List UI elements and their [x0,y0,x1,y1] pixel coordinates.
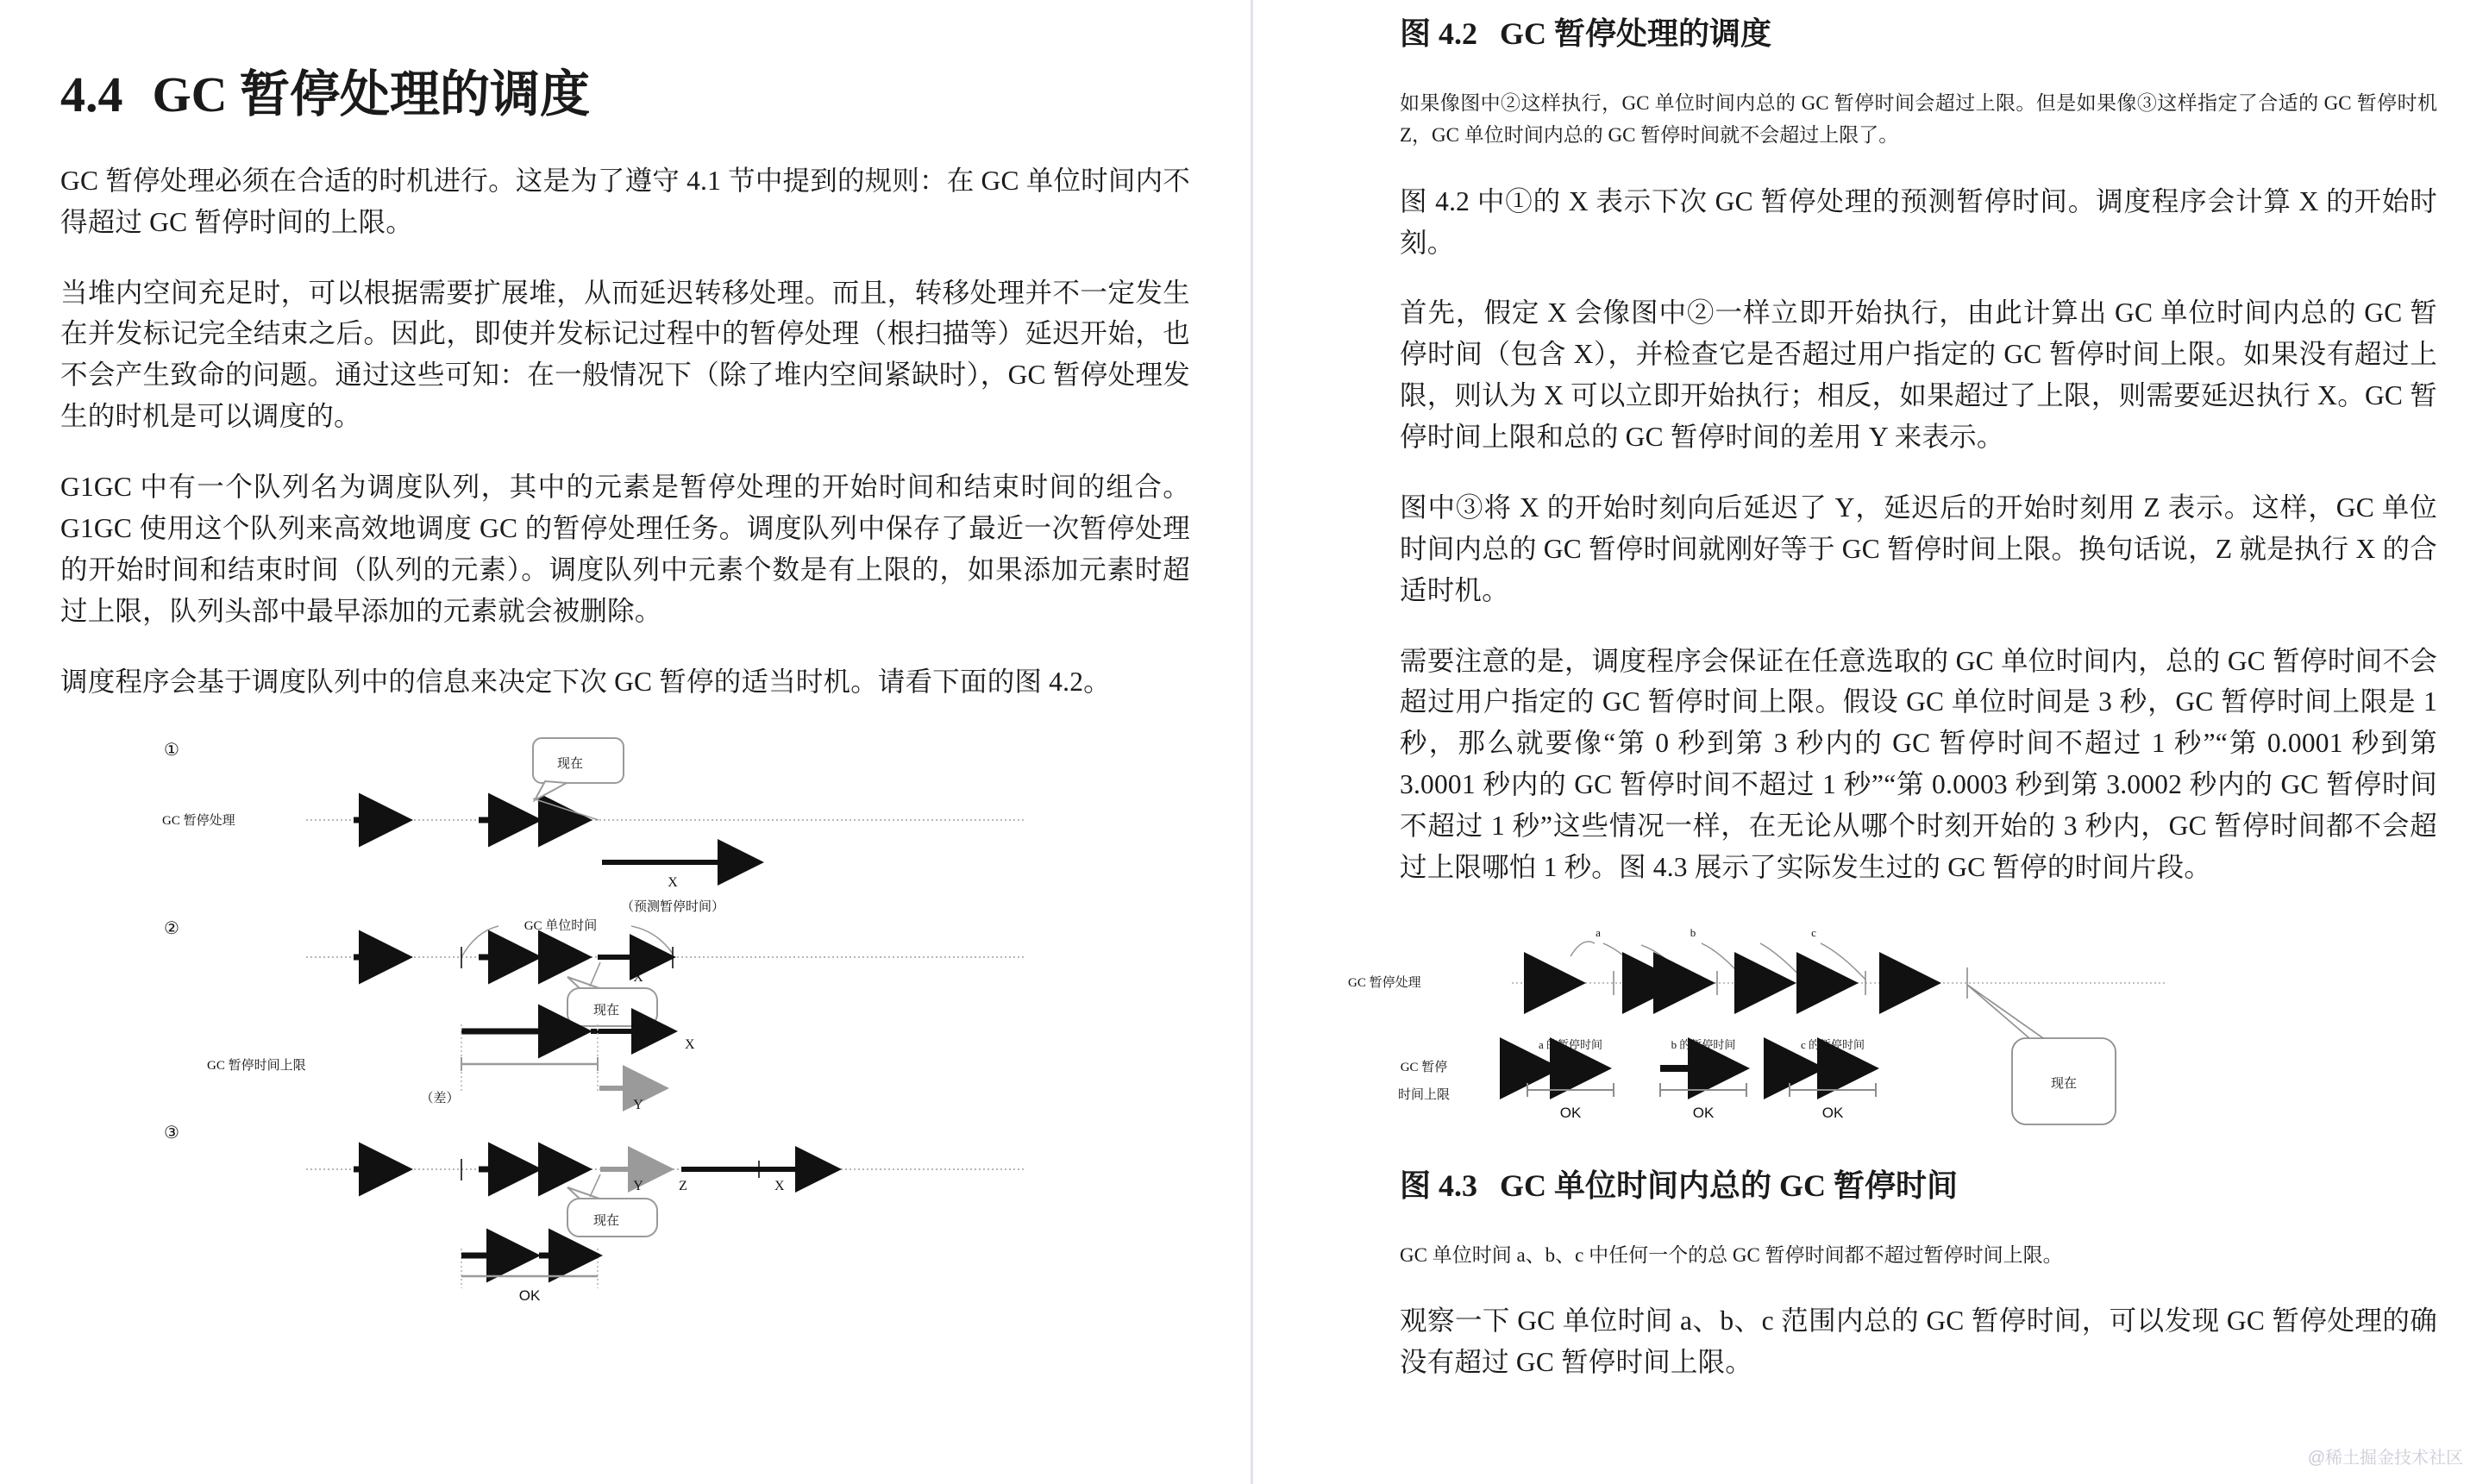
figure-span-marker-a: a [1596,925,1601,939]
figure-4-3-limit-label-2: 时间上限 [1397,1087,1451,1102]
paragraph: 观察一下 GC 单位时间 a、b、c 范围内总的 GC 暂停时间，可以发现 GC 暂停处理的确没有超过 GC 暂停时间上限。 [1400,1306,2437,1378]
figure-var-y: Y [633,1098,643,1113]
figure-span-marker-c: c [1811,925,1816,939]
paragraph: 首先，假定 X 会像图中②一样立即开始执行，由此计算出 GC 单位时间内总的 GC 暂停时间（包含 X），并检查它是否超过用户指定的 GC 暂停时间上限。如果没有超过上限，则认为 X 可以立即开始执行；相反，如果超过了上限，则需要延迟执行 X。GC 暂停时间上限和总的 GC 暂停时间的差用 Y 来表示。 [1400,297,2437,453]
figure-marker-3: ③ [164,1124,179,1143]
figure-marker-2: ② [164,919,179,939]
figure-span-marker-b: b [1690,925,1696,939]
paragraph: 调度程序会基于调度队列中的信息来决定下次 GC 暂停的适当时机。请看下面的图 4.2。 [60,666,1111,697]
figure-callout-now-3: 现在 [593,1214,620,1229]
figure-pause-label-c: c 的暂停时间 [1800,1037,1865,1051]
figure-pause-label-a: a 的暂停时间 [1538,1037,1603,1051]
figure-title-text: GC 暂停处理的调度 [1500,16,1772,51]
figure-4-3-axis-label: GC 暂停处理 [1348,975,1421,990]
paragraph: GC 暂停处理必须在合适的时机进行。这是为了遵守 4.1 节中提到的规则：在 GC 单位时间内不得超过 GC 暂停时间的上限。 [60,165,1190,237]
figure-4-2-caption: 如果像图中②这样执行，GC 单位时间内总的 GC 暂停时间会超过上限。但是如果像③这样指定了合适的 GC 暂停时机 Z，GC 单位时间内总的 GC 暂停时间就不会超过上限了。 [1400,92,2437,147]
paragraph: 图 4.2 中①的 X 表示下次 GC 暂停处理的预测暂停时间。调度程序会计算 X 的开始时刻。 [1400,185,2437,258]
paragraph: G1GC 中有一个队列名为调度队列，其中的元素是暂停处理的开始时间和结束时间的组合。G1GC 使用这个队列来高效地调度 GC 的暂停处理任务。调度队列中保存了最近一次暂停处理的开始时间和结束时间（队列的元素）。调度队列中元素个数是有上限的，如果添加元素时超过上限，队列头部中最早添加的元素就会被删除。 [60,472,1190,626]
figure-ok-label-3: OK [518,1287,541,1305]
figure-var-x-sub: （预测暂停时间） [620,900,725,915]
figure-4-2-row-3 [155,1085,1035,1305]
paragraph: 图中③将 X 的开始时刻向后延迟了 Y，延迟后的开始时刻用 Z 表示。这样，GC 单位时间内总的 GC 暂停时间就刚好等于 GC 暂停时间上限。换句话说，Z 就是执行 X 的合适时机。 [1400,492,2437,605]
figure-4-3-limit-label-1: GC 暂停 [1400,1060,1448,1074]
figure-4-2-diagram [155,731,1035,1113]
page-title [60,67,1190,122]
figure-prefix: 图 [1400,16,1432,51]
figure-callout-now-1: 现在 [557,757,584,772]
right-column [1253,0,2489,1484]
section-title-text: GC 暂停处理的调度 [152,66,591,122]
figure-var-x-3: X [774,1179,785,1194]
figure-number: 4.2 [1439,16,1478,51]
figure-4-3-title [1400,1168,2437,1205]
paragraph: 需要注意的是，调度程序会保证在任意选取的 GC 单位时间内，总的 GC 暂停时间不会超过用户指定的 GC 暂停时间上限。假设 GC 单位时间是 3 秒，GC 暂停时间上限是 1 秒，那么就要像“第 0 秒到第 3 秒内的 GC 暂停时间不超过 1 秒”“第 0.0001 秒到第 3.0001 秒内的 GC 暂停时间不超过 1 秒”“第 0.0003 秒到第 3.0002 秒内的 GC 暂停时间不超过 1 秒”这些情况一样，在无论从哪个时刻开始的 3 秒内，GC 暂停时间都不会超过上限哪怕 1 秒。图 4.3 展示了实际发生过的 GC 暂停的时间片段。 [1400,645,2437,882]
figure-ok-label-b: OK [1692,1104,1715,1121]
figure-4-3-callout-now: 现在 [2050,1076,2078,1091]
figure-var-x-2-mid: X [685,1037,695,1053]
figure-axis-label-1: GC 暂停处理 [162,814,235,829]
section-number: 4.4 [60,66,123,122]
figure-limit-label-2: GC 暂停时间上限 [207,1059,306,1074]
figure-number: 4.3 [1439,1168,1478,1203]
figure-span-label-unit-time: GC 单位时间 [524,919,598,934]
figure-pause-label-b: b 的暂停时间 [1671,1037,1736,1051]
figure-title-text: GC 单位时间内总的 GC 暂停时间 [1500,1168,1959,1203]
figure-4-3-diagram [1348,917,2314,1133]
figure-prefix: 图 [1400,1168,1432,1203]
paragraph: 当堆内空间充足时，可以根据需要扩展堆，从而延迟转移处理。而且，转移处理并不一定发生在并发标记完全结束之后。因此，即使并发标记过程中的暂停处理（根扫描等）延迟开始，也不会产生致命的问题。通过这些可知：在一般情况下（除了堆内空间紧缺时），GC 暂停处理发生的时机是可以调度的。 [60,277,1190,432]
figure-var-y-3: Y [633,1179,643,1194]
figure-ok-label-a: OK [1559,1104,1582,1121]
figure-marker-1: ① [164,741,179,761]
figure-var-x-1: X [668,875,678,891]
figure-callout-now-2: 现在 [593,1004,620,1018]
figure-var-x-2-top: X [633,970,643,986]
figure-var-z: Z [679,1179,687,1194]
figure-var-y-sub: （差） [420,1092,460,1106]
figure-4-2-title [1400,16,2437,53]
figure-4-3-caption: GC 单位时间 a、b、c 中任何一个的总 GC 暂停时间都不超过暂停时间上限。 [1400,1244,2063,1266]
watermark: @稀土掘金技术社区 [2307,1449,2463,1468]
figure-ok-label-c: OK [1821,1104,1844,1121]
